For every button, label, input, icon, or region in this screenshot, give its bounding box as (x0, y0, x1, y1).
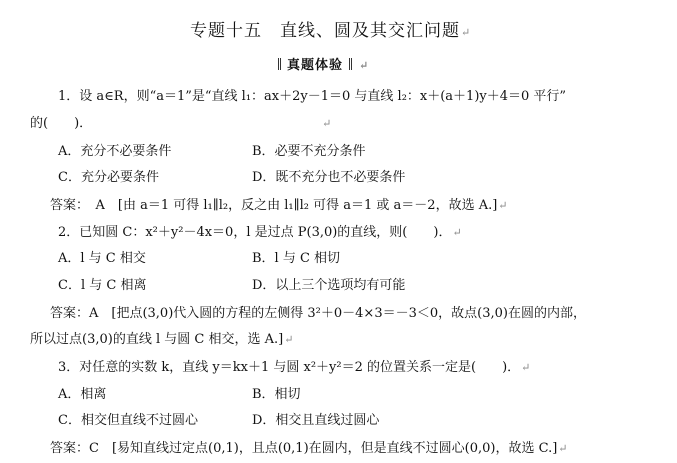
q1-option-a: A．充分不必要条件 (58, 144, 172, 159)
q3-option-d: D．相交且直线过圆心 (252, 413, 380, 428)
q2-answer-line1: 答案：A [把点(3,0)代入圆的方程的左侧得 3²＋0－4×3＝－3＜0，故点(3,0)在圆的内部， (50, 306, 586, 321)
q1-option-c: C．充分必要条件 (58, 170, 159, 185)
q1-option-d: D．既不充分也不必要条件 (252, 170, 406, 185)
q2-option-c: C．l 与 C 相离 (58, 278, 147, 293)
q1-stem-line1: 1．设 a∈R，则“a＝1”是“直线 l₁：ax＋2y－1＝0 与直线 l₂：x＋(a＋1)y＋4＝0 平行” (58, 89, 567, 104)
paragraph-mark-icon: ↵ (521, 361, 531, 374)
q2-option-d: D．以上三个选项均有可能 (252, 278, 406, 293)
q3-option-b: B．相切 (252, 387, 301, 402)
section-bar-left-icon (278, 58, 281, 70)
section-title: 真题体验 (287, 58, 344, 73)
paragraph-mark-icon: ↵ (498, 199, 508, 212)
q3-option-a: A．相离 (58, 387, 107, 402)
page-title: 专题十五 直线、圆及其交汇问题↵ (190, 21, 472, 41)
q2-option-a: A．l 与 C 相交 (58, 251, 146, 266)
q3-answer: 答案：C [易知直线过定点(0,1)，且点(0,1)在圆内，但是直线不过圆心(0,0)，故选 C.]↵ (50, 441, 568, 456)
q3-stem: 3．对任意的实数 k，直线 y＝kx＋1 与圆 x²＋y²＝2 的位置关系一定是( )．↵ (58, 360, 531, 375)
q1-answer: 答案： A [由 a＝1 可得 l₁∥l₂，反之由 l₁∥l₂ 可得 a＝1 或 a＝－2，故选 A.]↵ (50, 198, 508, 213)
q2-stem: 2．已知圆 C：x²＋y²－4x＝0，l 是过点 P(3,0)的直线，则( )．↵ (58, 225, 462, 240)
q2-option-b: B．l 与 C 相切 (252, 251, 341, 266)
section-bar-right-icon (349, 58, 352, 70)
section-header (272, 58, 369, 74)
q3-option-c: C．相交但直线不过圆心 (58, 413, 198, 428)
q1-option-b: B．必要不充分条件 (252, 144, 366, 159)
paragraph-mark-icon: ↵ (284, 333, 294, 346)
paragraph-mark-icon: ↵ (558, 442, 568, 455)
q1-stem-line2: 的( )． ↵ (30, 116, 332, 131)
paragraph-mark-icon: ↵ (322, 117, 332, 130)
q2-answer-line2: 所以过点(3,0)的直线 l 与圆 C 相交，选 A.]↵ (30, 332, 294, 347)
paragraph-mark-icon: ↵ (452, 226, 462, 239)
paragraph-mark-icon: ↵ (359, 59, 370, 72)
paragraph-mark-icon: ↵ (461, 26, 472, 39)
